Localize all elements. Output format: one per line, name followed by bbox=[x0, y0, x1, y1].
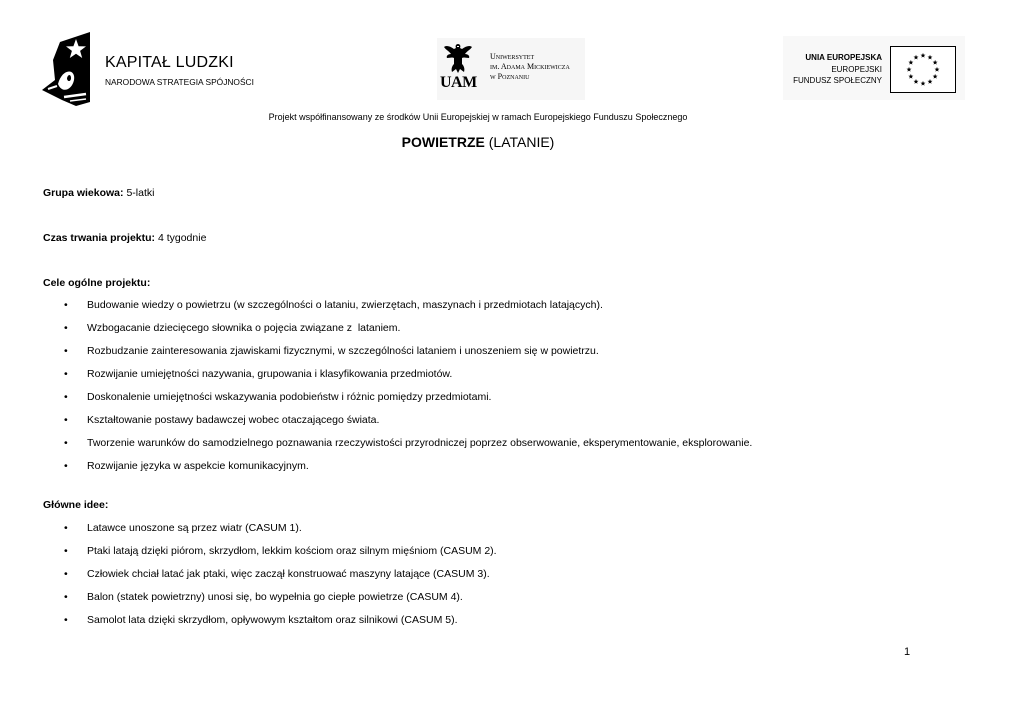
eu-flag-star-icon bbox=[914, 79, 919, 84]
eu-flag-star-icon bbox=[933, 74, 938, 79]
eu-flag-star-icon bbox=[928, 79, 933, 84]
ideas-heading bbox=[43, 498, 108, 512]
idea-item: Człowiek chciał latać jak ptaki, więc zaczął konstruować maszyny latające (CASUM 3). bbox=[87, 568, 490, 580]
funding-note: Projekt współfinansowany ze środków Unii Europejskiej w ramach Europejskiego Funduszu Społecznego bbox=[268, 112, 688, 122]
eu-flag-star-icon bbox=[933, 60, 938, 65]
kapital-ludzki-title: KAPITAŁ LUDZKI bbox=[105, 54, 234, 71]
goal-item: Rozbudzanie zainteresowania zjawiskami fizycznymi, w szczególności lataniem i unoszeniem się w powietrzu. bbox=[87, 345, 599, 357]
uam-eagle-icon bbox=[443, 42, 473, 74]
eu-logo-line2: EUROPEJSKI bbox=[831, 65, 882, 74]
eu-flag-star-icon bbox=[921, 81, 926, 86]
eu-flag-star-icon bbox=[935, 67, 940, 72]
page-number: 1 bbox=[904, 646, 911, 658]
ideas-heading-label: Główne idee: bbox=[43, 499, 109, 511]
list-bullet: • bbox=[64, 368, 68, 380]
page-title-suffix: (LATANIE) bbox=[488, 134, 555, 150]
list-bullet: • bbox=[64, 414, 68, 426]
goal-item: Rozwijanie umiejętności nazywania, grupowania i klasyfikowania przedmiotów. bbox=[87, 368, 453, 380]
goals-heading bbox=[43, 276, 150, 290]
duration-label: Czas trwania projektu: bbox=[43, 232, 156, 244]
goal-item: Doskonalenie umiejętności wskazywania podobieństw i różnic pomiędzy przedmiotami. bbox=[87, 391, 492, 403]
duration-value: 4 tygodnie bbox=[157, 232, 207, 244]
list-bullet: • bbox=[64, 545, 68, 557]
goal-item: Budowanie wiedzy o powietrzu (w szczególności o lataniu, zwierzętach, maszynach i przedmiotach latających). bbox=[87, 299, 603, 311]
eu-flag-star-icon bbox=[928, 55, 933, 60]
eu-logo-line1: UNIA EUROPEJSKA bbox=[805, 53, 882, 62]
eu-flag-star-icon bbox=[921, 53, 926, 58]
uam-line-university: Uniwersytet bbox=[490, 52, 535, 61]
list-bullet: • bbox=[64, 568, 68, 580]
idea-item: Latawce unoszone są przez wiatr (CASUM 1). bbox=[87, 522, 302, 534]
eu-logo-line3: FUNDUSZ SPOŁECZNY bbox=[793, 76, 882, 85]
goal-item: Kształtowanie postawy badawczej wobec otaczającego świata. bbox=[87, 414, 380, 426]
eu-flag-star-icon bbox=[908, 60, 913, 65]
age-group-value: 5-latki bbox=[126, 187, 155, 199]
eu-flag-stars bbox=[891, 47, 955, 92]
list-bullet: • bbox=[64, 591, 68, 603]
page-title-main: POWIETRZE bbox=[401, 134, 485, 150]
duration-line bbox=[43, 231, 206, 245]
goals-heading-label: Cele ogólne projektu: bbox=[43, 277, 151, 289]
uam-line-name: im. Adama Mickiewicza bbox=[490, 62, 570, 71]
uam-monogram: UAM bbox=[440, 74, 477, 91]
page-title bbox=[43, 133, 913, 151]
eu-flag-star-icon bbox=[908, 74, 913, 79]
list-bullet: • bbox=[64, 437, 68, 449]
idea-item: Balon (statek powietrzny) unosi się, bo wypełnia go ciepłe powietrze (CASUM 4). bbox=[87, 591, 463, 603]
eu-logo bbox=[783, 36, 965, 100]
kapital-ludzki-logo bbox=[38, 28, 278, 108]
eu-flag-star-icon bbox=[907, 67, 912, 72]
eu-flag-star-icon bbox=[914, 55, 919, 60]
list-bullet: • bbox=[64, 299, 68, 311]
list-bullet: • bbox=[64, 614, 68, 626]
kapital-ludzki-subtitle: NARODOWA STRATEGIA SPÓJNOŚCI bbox=[105, 77, 254, 87]
list-bullet: • bbox=[64, 460, 68, 472]
age-group-line bbox=[43, 186, 154, 200]
uam-line-city: w Poznaniu bbox=[490, 72, 530, 81]
age-group-label: Grupa wiekowa: bbox=[43, 187, 124, 199]
list-bullet: • bbox=[64, 522, 68, 534]
goal-item: Tworzenie warunków do samodzielnego poznawania rzeczywistości przyrodniczej poprzez obserwowanie, eksperymentowanie, eksplorowanie. bbox=[87, 437, 753, 449]
idea-item: Samolot lata dzięki skrzydłom, opływowym kształtom oraz silnikowi (CASUM 5). bbox=[87, 614, 458, 626]
kapital-ludzki-emblem-icon bbox=[40, 30, 96, 108]
idea-item: Ptaki latają dzięki piórom, skrzydłom, lekkim kościom oraz silnym mięśniom (CASUM 2). bbox=[87, 545, 497, 557]
list-bullet: • bbox=[64, 322, 68, 334]
uam-logo bbox=[437, 38, 585, 100]
list-bullet: • bbox=[64, 391, 68, 403]
list-bullet: • bbox=[64, 345, 68, 357]
goal-item: Wzbogacanie dziecięcego słownika o pojęcia związane z lataniem. bbox=[87, 322, 401, 334]
eu-flag-icon bbox=[890, 46, 956, 93]
goal-item: Rozwijanie języka w aspekcie komunikacyjnym. bbox=[87, 460, 309, 472]
